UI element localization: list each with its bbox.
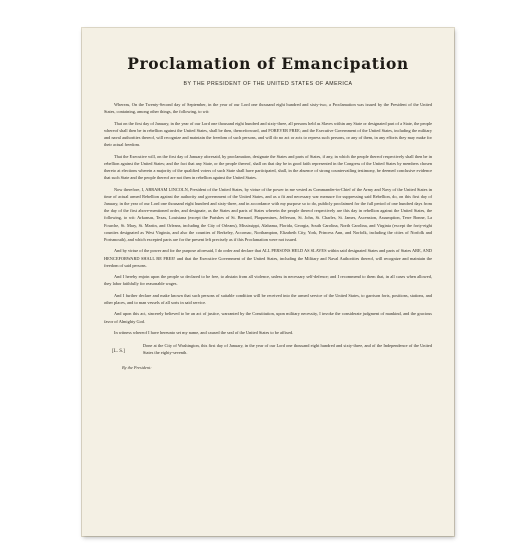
document-subtitle: BY THE PRESIDENT OF THE UNITED STATES OF AMERICA [183,81,353,87]
paragraph: That the Executive will, on the first day of January aforesaid, by proclamation, designate the States and parts of States, if any, in which the people thereof respectively shall then be in rebellion against the United States; and the fact that any State, or the people thereof, shall on that day be in good faith represented in the Congress of the United States by members chosen thereto at elections wherein a majority of the qualified voters of such State shall have participated, shall, in the absence of strong countervailing testimony, be deemed conclusive evidence that such State and the people thereof are not then in rebellion against the United States. [104,153,432,181]
paragraph: And upon this act, sincerely believed to be an act of justice, warranted by the Constitution, upon military necessity, I invoke the considerate judgment of mankind, and the gracious favor of Almighty God. [104,311,432,324]
proclamation-sheet [82,28,454,536]
seal-label: [L. S.] [112,349,125,355]
signed-line: By the President: [122,364,152,370]
document-title: Proclamation of Emancipation [127,54,409,73]
paragraph: And I further declare and make known that such persons of suitable condition will be received into the armed service of the United States, to garrison forts, positions, stations, and other places, and to man vessels of all sorts in said service. [104,292,432,305]
paragraph: That on the first day of January, in the year of our Lord one thousand eight hundred and sixty-three, all persons held as Slaves within any State or designated part of a State, the people whereof shall then be in rebellion against the United States, shall be then, thenceforward, and FOREVER FREE; and the Executive Government of the United States, including the military and naval authorities thereof, will recognize and maintain the freedom of such persons, and will do no act or acts to repress such persons, or any of them, in any efforts they may make for their actual freedom. [104,120,432,148]
paragraph: Whereas, On the Twenty-Second day of September, in the year of our Lord one thousand eight hundred and sixty-two, a Proclamation was issued by the President of the United States, containing, among other things, the following, to wit: [104,102,432,115]
paragraph: And by virtue of the power and for the purpose aforesaid, I do order and declare that ALL PERSONS HELD AS SLAVES within said designated States and parts of States ARE, AND HENCEFORWARD SHALL BE FREE! and that the Executive Government of the United States, including the Military and Naval Authorities thereof, will recognize and maintain the freedom of said persons. [104,248,432,268]
witness-paragraph: In witness whereof I have hereunto set my name, and caused the seal of the United States to be affixed. [114,329,294,335]
dated-block [104,342,432,356]
dated-text: Done at the City of Washington, this first day of January, in the year of our Lord one thousand eight hundred and sixty-three, and of the Independence of the United States the eighty-seventh. [142,343,432,356]
paragraph: Now therefore, I, ABRAHAM LINCOLN, President of the United States, by virtue of the power in me vested as Commander-in-Chief of the Army and Navy of the United States in time of actual armed Rebellion against the authority and government of the United States, and as a fit and necessary war measure for suppressing said Rebellion, do, on this first day of January, in the year of our Lord one thousand eight hundred and sixty-three, and in accordance with my purpose so to do, publicly proclaimed for the full period of one hundred days from the day of the first above-mentioned order, and designate, as the States and parts of States wherein the people thereof respectively are this day in rebellion against the United States, the following, to wit: Arkansas, Texas, Louisiana (except the Parishes of St. Bernard, Plaquemines, Jefferson, St. John, St. Charles, St. James, Ascension, Assumption, Terre Bonne, La Fourche, St. Mary, St. Martin, and Orleans, including the City of Orleans), Mississippi, Alabama, Florida, Georgia, South Carolina, North Carolina, and Virginia (except the forty-eight counties designated as West Virginia, and also the counties of Berkeley, Accomac, Northampton, Elizabeth City, York, Princess Ann, and Norfolk, including the cities of Norfolk and Portsmouth), and which excepted parts are for the present left precisely as if this Proclamation were not issued. [104,186,432,243]
paragraph: And I hereby enjoin upon the people so declared to be free, to abstain from all violence, unless in necessary self-defence; and I recommend to them that, in all cases when allowed, they labor faithfully for reasonable wages. [104,274,432,287]
document-body [104,101,432,336]
